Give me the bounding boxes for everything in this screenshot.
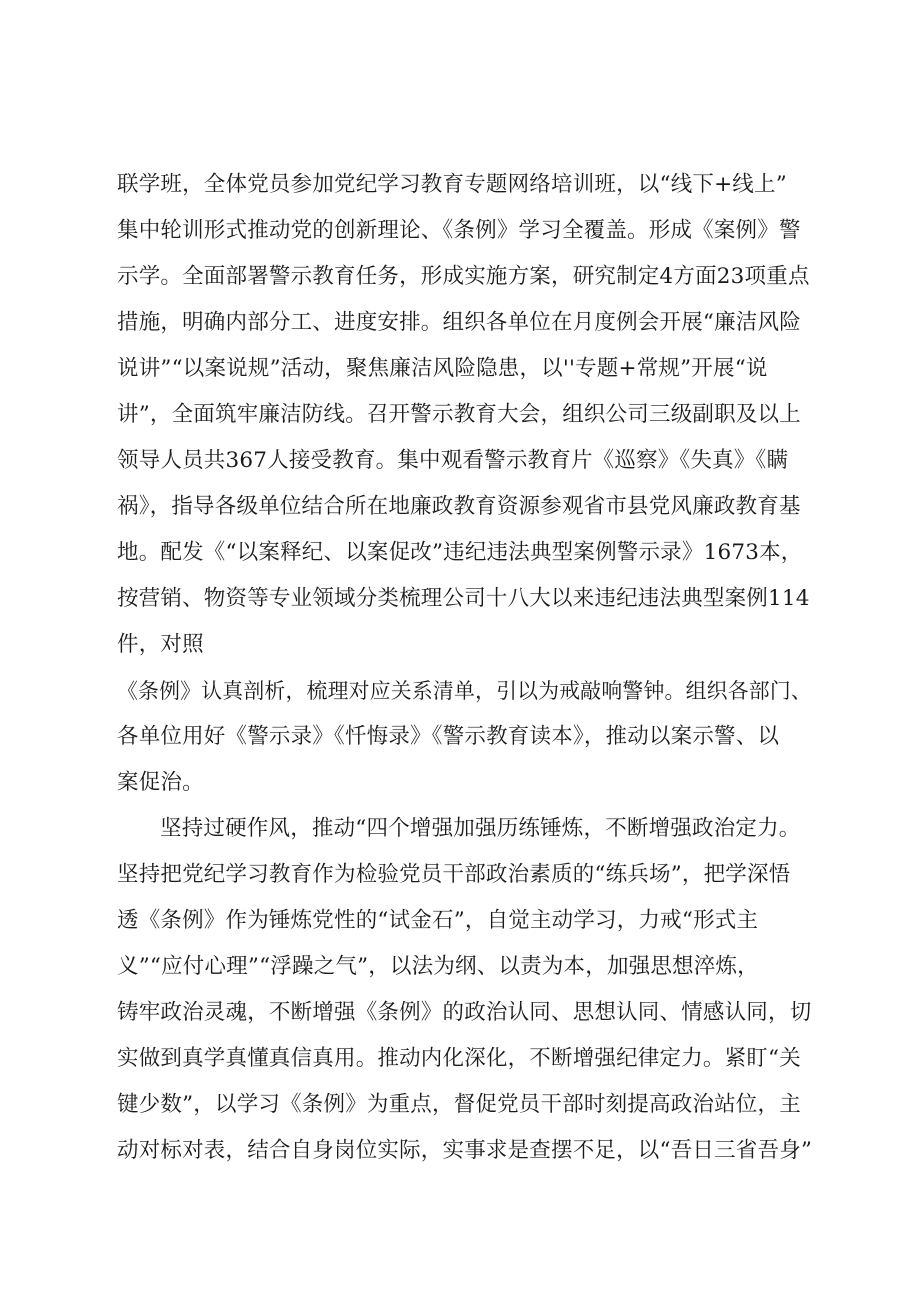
text-line-4: 措施，明确内部分工、进度安排。组织各单位在月度例会开展“廉洁风险 [117,310,801,335]
text-line-22: 动对标对表，结合自身岗位实际，实事求是查摆不足，以“吾日三省吾身” [117,1138,813,1163]
text-line-17: 透《条例》作为锤炼党性的“试金石”，自觉主动学习，力戒“形式主 [117,908,759,933]
text-line-6: 讲”，全面筑牢廉洁防线。召开警示教育大会，组织公司三级副职及以上 [117,402,801,427]
text-line-3: 示学。全面部署警示教育任务，形成实施方案，研究制定4方面23项重点 [117,264,810,289]
text-line-8: 祸》，指导各级单位结合所在地廉政教育资源参观省市县党风廉政教育基 [117,494,801,519]
text-line-19: 铸牢政治灵魂，不断增强《条例》的政治认同、思想认同、情感认同，切 [117,1000,812,1025]
text-line-14: 案促治。 [117,770,204,795]
text-line-16: 坚持把党纪学习教育作为检验党员干部政治素质的“练兵场”，把学深悟 [117,862,791,887]
text-line-7: 领导人员共367人接受教育。集中观看警示教育片《巡察》《失真》《瞒 [117,448,789,473]
text-line-1: 联学班，全体党员参加党纪学习教育专题网络培训班，以“线下+线上” [117,172,787,197]
text-line-10: 按营销、物资等专业领域分类梳理公司十八大以来违纪违法典型案例114 [117,586,810,611]
text-line-5: 说讲”“以案说规”活动，聚焦廉洁风险隐患，以''专题+常规”开展“说 [117,356,768,381]
text-line-15: 坚持过硬作风，推动“四个增强加强历练锤炼，不断增强政治定力。 [160,816,801,841]
text-line-13: 各单位用好《警示录》《忏悔录》《警示教育读本》，推动以案示警、以 [117,724,780,749]
text-line-2: 集中轮训形式推动党的创新理论、《条例》学习全覆盖。形成《案例》警 [117,218,801,243]
text-line-9: 地。配发《“以案释纪、以案促改”违纪违法典型案例警示录》1673本， [117,540,803,565]
text-line-18: 义”“应付心理”“浮躁之气”，以法为纲、以责为本，加强思想淬炼， [117,954,759,979]
text-line-21: 键少数”，以学习《条例》为重点，督促党员干部时刻提高政治站位，主 [117,1092,801,1117]
text-line-12: 《条例》认真剖析，梳理对应关系清单，引以为戒敲响警钟。组织各部门、 [117,679,812,703]
text-line-20: 实做到真学真懂真信真用。推动内化深化，不断增强纪律定力。紧盯“关 [117,1046,801,1071]
text-line-11: 件，对照 [117,632,204,657]
